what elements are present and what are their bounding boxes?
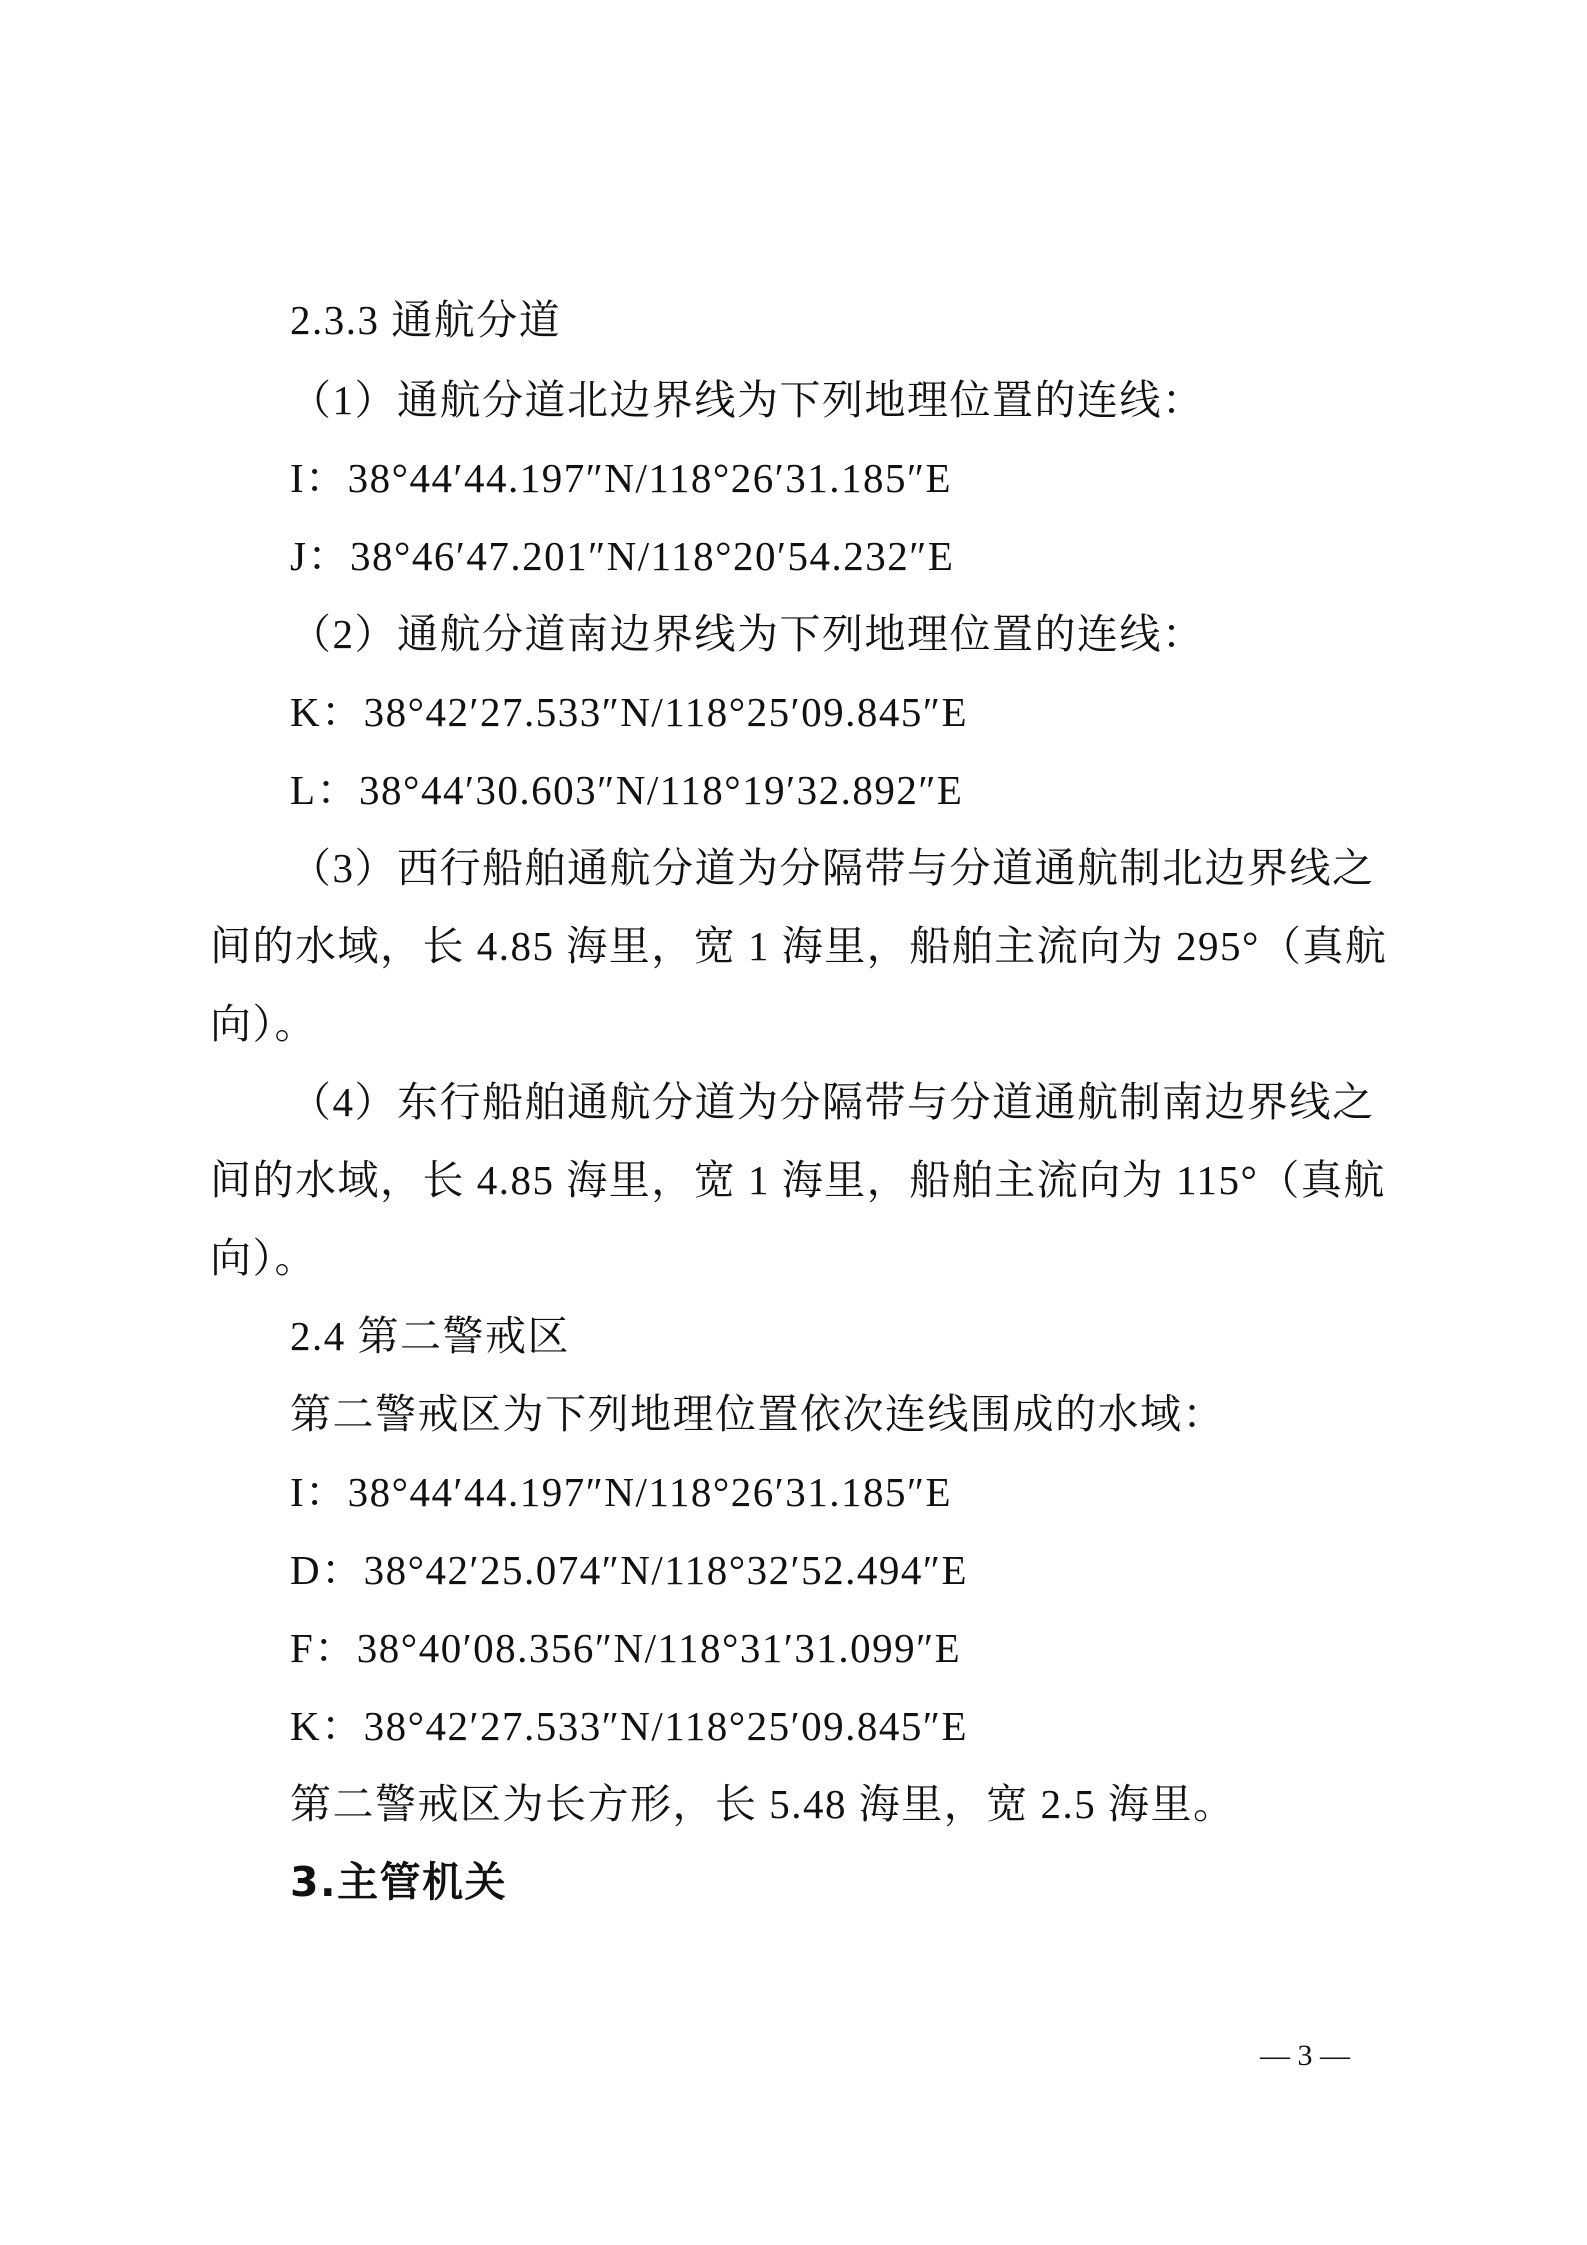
coordinate-i: I：38°44′44.197″N/118°26′31.185″E xyxy=(290,455,953,501)
item-3-line-3: 向）。 xyxy=(210,1001,317,1047)
coordinate-k-second: K：38°42′27.533″N/118°25′09.845″E xyxy=(290,1703,969,1749)
coordinate-d: D：38°42′25.074″N/118°32′52.494″E xyxy=(290,1547,969,1593)
item-2: （2）通航分道南边界线为下列地理位置的连线： xyxy=(290,611,1205,657)
item-4-line-2: 间的水域，长 4.85 海里，宽 1 海里，船舶主流向为 115°（真航 xyxy=(210,1157,1386,1203)
item-4-line-1: （4）东行船舶通航分道为分隔带与分道通航制南边界线之 xyxy=(290,1079,1375,1125)
coordinate-i-second: I：38°44′44.197″N/118°26′31.185″E xyxy=(290,1469,953,1515)
coordinate-j: J：38°46′47.201″N/118°20′54.232″E xyxy=(290,533,955,579)
section-2-4-summary: 第二警戒区为长方形，长 5.48 海里，宽 2.5 海里。 xyxy=(290,1781,1236,1827)
item-4-line-3: 向）。 xyxy=(210,1235,317,1281)
section-heading-2-3-3: 2.3.3 通航分道 xyxy=(290,297,562,343)
coordinate-l: L：38°44′30.603″N/118°19′32.892″E xyxy=(290,767,964,813)
page-number: — 3 — xyxy=(1260,2039,1350,2072)
section-2-4-intro: 第二警戒区为下列地理位置依次连线围成的水域： xyxy=(290,1391,1225,1437)
section-heading-2-4: 2.4 第二警戒区 xyxy=(290,1313,570,1359)
item-3-line-1: （3）西行船舶通航分道为分隔带与分道通航制北边界线之 xyxy=(290,845,1375,891)
section-heading-3: 3.主管机关 xyxy=(290,1858,508,1906)
coordinate-k: K：38°42′27.533″N/118°25′09.845″E xyxy=(290,689,969,735)
item-3-line-2: 间的水域，长 4.85 海里，宽 1 海里，船舶主流向为 295°（真航 xyxy=(210,923,1388,969)
coordinate-f: F：38°40′08.356″N/118°31′31.099″E xyxy=(290,1625,962,1671)
item-1: （1）通航分道北边界线为下列地理位置的连线： xyxy=(290,377,1205,423)
